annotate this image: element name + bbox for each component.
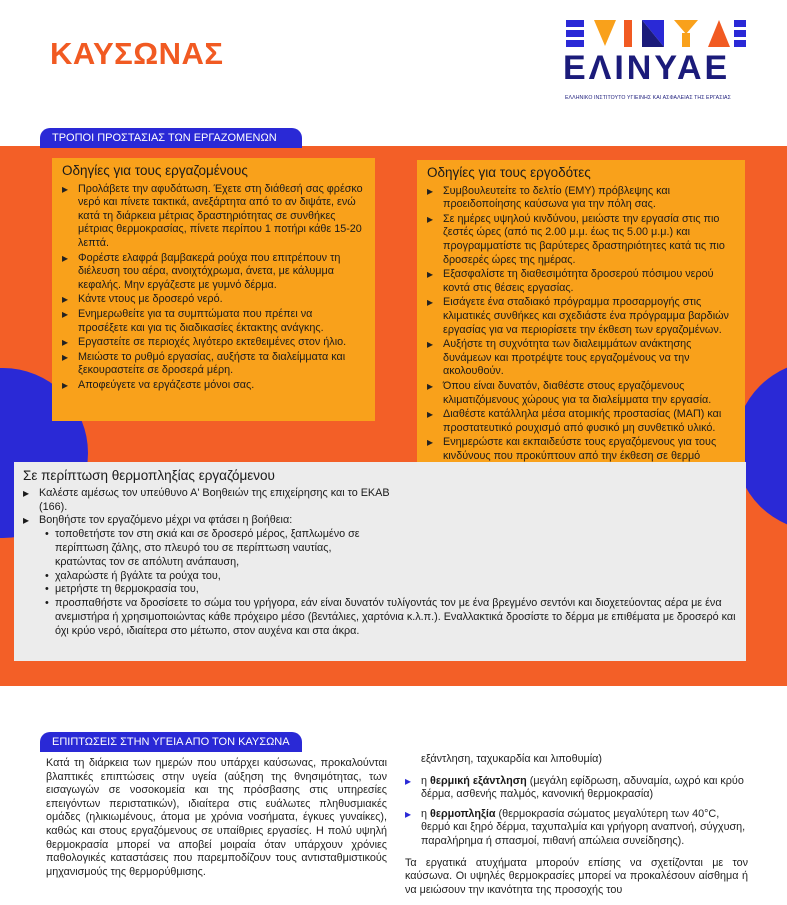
list-item: ▸ Αποφεύγετε να εργάζεστε μόνοι σας. [62, 379, 365, 393]
list-item: ▸ Ενημερώστε και εκπαιδεύστε τους εργαζόμενους για τους κινδύνους που προκύπτουν από την έκθεση σε θερμό [427, 436, 735, 477]
list-item [405, 808, 748, 849]
list-item: ▸ Ενημερωθείτε για τα συμπτώματα που πρέπει να προσέξετε και για τις διαδικασίες έκτακτης ανάγκης. [62, 308, 365, 335]
health-effects-right-column [405, 753, 748, 897]
list-item: ▸ Φορέστε ελαφρά βαμβακερά ρούχα που επιτρέπουν τη διέλευση του αέρα, ανοιχτόχρωμα, άνετα, με κάλυμμα κεφαλής. Μην εργάζεστε με γυμνό δέρμα. [62, 252, 365, 293]
list-item: ▸ Εργαστείτε σε περιοχές λιγότερο εκτεθειμένες στον ήλιο. [62, 336, 365, 350]
list-item: ▸ Εισάγετε ένα σταδιακό πρόγραμμα προσαρμογής στις κλιματικές συνθήκες και σχεδιάστε ένα πρόγραμμα βαρδιών εργασίας για να περιορίσετε την έκθεση των εργαζομένων. [427, 296, 735, 337]
list-item [23, 514, 737, 638]
heatstroke-sub-list [39, 528, 737, 638]
list-item: ▸ Αυξήστε τη συχνότητα των διαλειμμάτων ανάκτησης δυνάμεων και προτρέψτε τους εργαζομένους να την ακολουθούν. [427, 338, 735, 379]
logo-graphic-icon [566, 20, 746, 48]
list-item: • μετρήστε τη θερμοκρασία του, [45, 583, 737, 597]
section-tab-protection: ΤΡΟΠΟΙ ΠΡΟΣΤΑΣΙΑΣ ΤΩΝ ΕΡΓΑΖΟΜΕΝΩΝ [40, 128, 302, 148]
list-item: ▸ Διαθέστε κατάλληλα μέσα ατομικής προστασίας (ΜΑΠ) και προστατευτικό ρουχισμό από φυσικό μη συνθετικό υλικό. [427, 408, 735, 435]
list-item: ▸ Σε ημέρες υψηλού κινδύνου, μειώστε την εργασία στις πιο ζεστές ώρες (από τις 2.00 μ.μ. έως τις 5.00 μ.μ.) και προγραμματίστε τις βαρύτερες δραστηριότητες κατά τις πιο δροσερές ώρες της ημέρας. [427, 213, 735, 267]
heatstroke-steps [23, 487, 737, 639]
list-item: ▸ Εξασφαλίστε τη διαθεσιμότητα δροσερού πόσιμου νερού κοντά στις θέσεις εργασίας. [427, 268, 735, 295]
logo-subtitle: ΕΛΛΗΝΙΚΟ ΙΝΣΤΙΤΟΥΤΟ ΥΓΙΕΙΝΗΣ ΚΑΙ ΑΣΦΑΛΕΙΑΣ ΤΗΣ ΕΡΓΑΣΙΑΣ [565, 95, 731, 101]
workers-guidelines-list [62, 183, 365, 393]
workers-guidelines-box [52, 158, 375, 421]
list-item: ▸ Προλάβετε την αφυδάτωση. Έχετε στη διάθεσή σας φρέσκο νερό και πίνετε τακτικά, ανεξάρτητα από το αν διψάτε, ενώ κατά τη διάρκεια μέτριας δραστηριότητας σε συνθήκες μέτριας θερμοκρασίας, πίνετε περίπου 1 ποτήρι κάθε 15-20 λεπτά. [62, 183, 365, 251]
employers-guidelines-list [427, 185, 735, 477]
item-term: θερμοπληξία [430, 807, 496, 820]
heatstroke-box [14, 462, 746, 661]
section-tab-health-effects: ΕΠΙΠΤΩΣΕΙΣ ΣΤΗΝ ΥΓΕΙΑ ΑΠΟ ΤΟΝ ΚΑΥΣΩΝΑ [40, 732, 302, 752]
list-item: ▸ Μειώστε το ρυθμό εργασίας, αυξήστε τα διαλείμματα και ξεκουραστείτε σε δροσερά μέρη. [62, 351, 365, 378]
list-item: • προσπαθήστε να δροσίσετε το σώμα του γρήγορα, εάν είναι δυνατόν τυλίγοντάς τον με ένα βρεγμένο σεντόνι και διοχετεύοντας αέρα με ένα ανεμιστήρα ή χρησιμοποιώντας κάθε πρόχειρο μέσο (βεντάλιες, χαρτόνια κ.λ.π.). Εναλλακτικά δροσίστε το δέρμα με επιθέματα με δροσερό και όχι κρύο νερό, ιδιαίτερα στο μέτωπο, στον αυχένα και στα άκρα. [45, 597, 737, 638]
list-item [405, 775, 748, 802]
list-item: • τοποθετήστε τον στη σκιά και σε δροσερό μέρος, ξαπλωμένο σε περίπτωση ζάλης, στο πλευρό του σε περίπτωση ναυτίας, κρατώντας τον σε απόλυτη ανάπαυση, [45, 528, 385, 569]
list-item: ▸ Όπου είναι δυνατόν, διαθέστε στους εργαζόμενους κλιματιζόμενους χώρους για τα διαλείμματα την εργασία. [427, 380, 735, 407]
heatstroke-step2-text: Βοηθήστε τον εργαζόμενο μέχρι να φτάσει η βοήθεια: [39, 514, 293, 527]
item-description: (μεγάλη εφίδρωση, αδυναμία, ωχρό και κρύο δέρμα, ασθενής παλμός, κανονική θερμοκρασία) [421, 774, 744, 801]
item-prefix: η [421, 807, 431, 820]
health-effects-list [405, 775, 748, 849]
list-item: ▸ Κάντε ντους με δροσερό νερό. [62, 293, 365, 307]
logo-wordmark: ΕΛΙΝΥΑΕ [563, 49, 731, 87]
employers-guidelines-title: Οδηγίες για τους εργοδότες [427, 165, 591, 180]
item-term: θερμική εξάντληση [430, 774, 527, 787]
health-effects-paragraph: Κατά τη διάρκεια των ημερών που υπάρχει καύσωνας, προκαλούνται βλαπτικές επιπτώσεις στην υγεία (αύξηση της θνησιμότητας, των εισαγωγών σε νοσοκομεία και της πρόσβασης στις υπηρεσίες επειγόντων περιστατικών), ιδιαίτερα στις ευάλωτες πληθυσμιακές ομάδες (ηλικιωμένους, άτομα με χρόνια νοσήματα, έγκυες γυναίκες), καθώς και στους εργαζόμενους σε υπαίθριες εργασίες. Η πολύ υψηλή θερμοκρασία μπορεί να αποβεί μοιραία όταν υπάρχουν χρόνιες παθολογικές καταστάσεις που παρεμποδίζουν τους αντισταθμιστικούς μηχανισμούς της θερμορύθμισης. [46, 757, 387, 878]
continuation-text: εξάντληση, ταχυκαρδία και λιποθυμία) [421, 753, 602, 765]
item-description: (θερμοκρασία σώματος μεγαλύτερη των 40°C, θερμό και ξηρό δέρμα, ταχυπαλμία και γρήγορη αναπνοή, σύγχυση, παραλήρημα ή σπασμοί, πιθανή απώλεια συνείδησης). [421, 807, 746, 847]
list-item: ▸ Καλέστε αμέσως τον υπεύθυνο Α' Βοηθειών της επιχείρησης και το ΕΚΑΒ (166). [23, 487, 413, 515]
heatstroke-title: Σε περίπτωση θερμοπληξίας εργαζόμενου [23, 468, 275, 483]
accidents-paragraph: Τα εργατικά ατυχήματα μπορούν επίσης να σχετίζονται με τον καύσωνα. Οι υψηλές θερμοκρασίες μπορεί να προκαλέσουν αίσθημα ή να μειώσουν την ικανότητα της προσοχής του [405, 856, 748, 896]
list-item: • χαλαρώστε ή βγάλτε τα ρούχα του, [45, 570, 737, 584]
workers-guidelines-title: Οδηγίες για τους εργαζομένους [62, 163, 248, 178]
logo [563, 18, 751, 101]
page-title: ΚΑΥΣΩΝΑΣ [50, 36, 224, 71]
item-prefix: η [421, 774, 431, 787]
list-item: ▸ Συμβουλευτείτε το δελτίο (ΕΜΥ) πρόβλεψης και προειδοποίησης καύσωνα για την πόλη σας. [427, 185, 735, 212]
